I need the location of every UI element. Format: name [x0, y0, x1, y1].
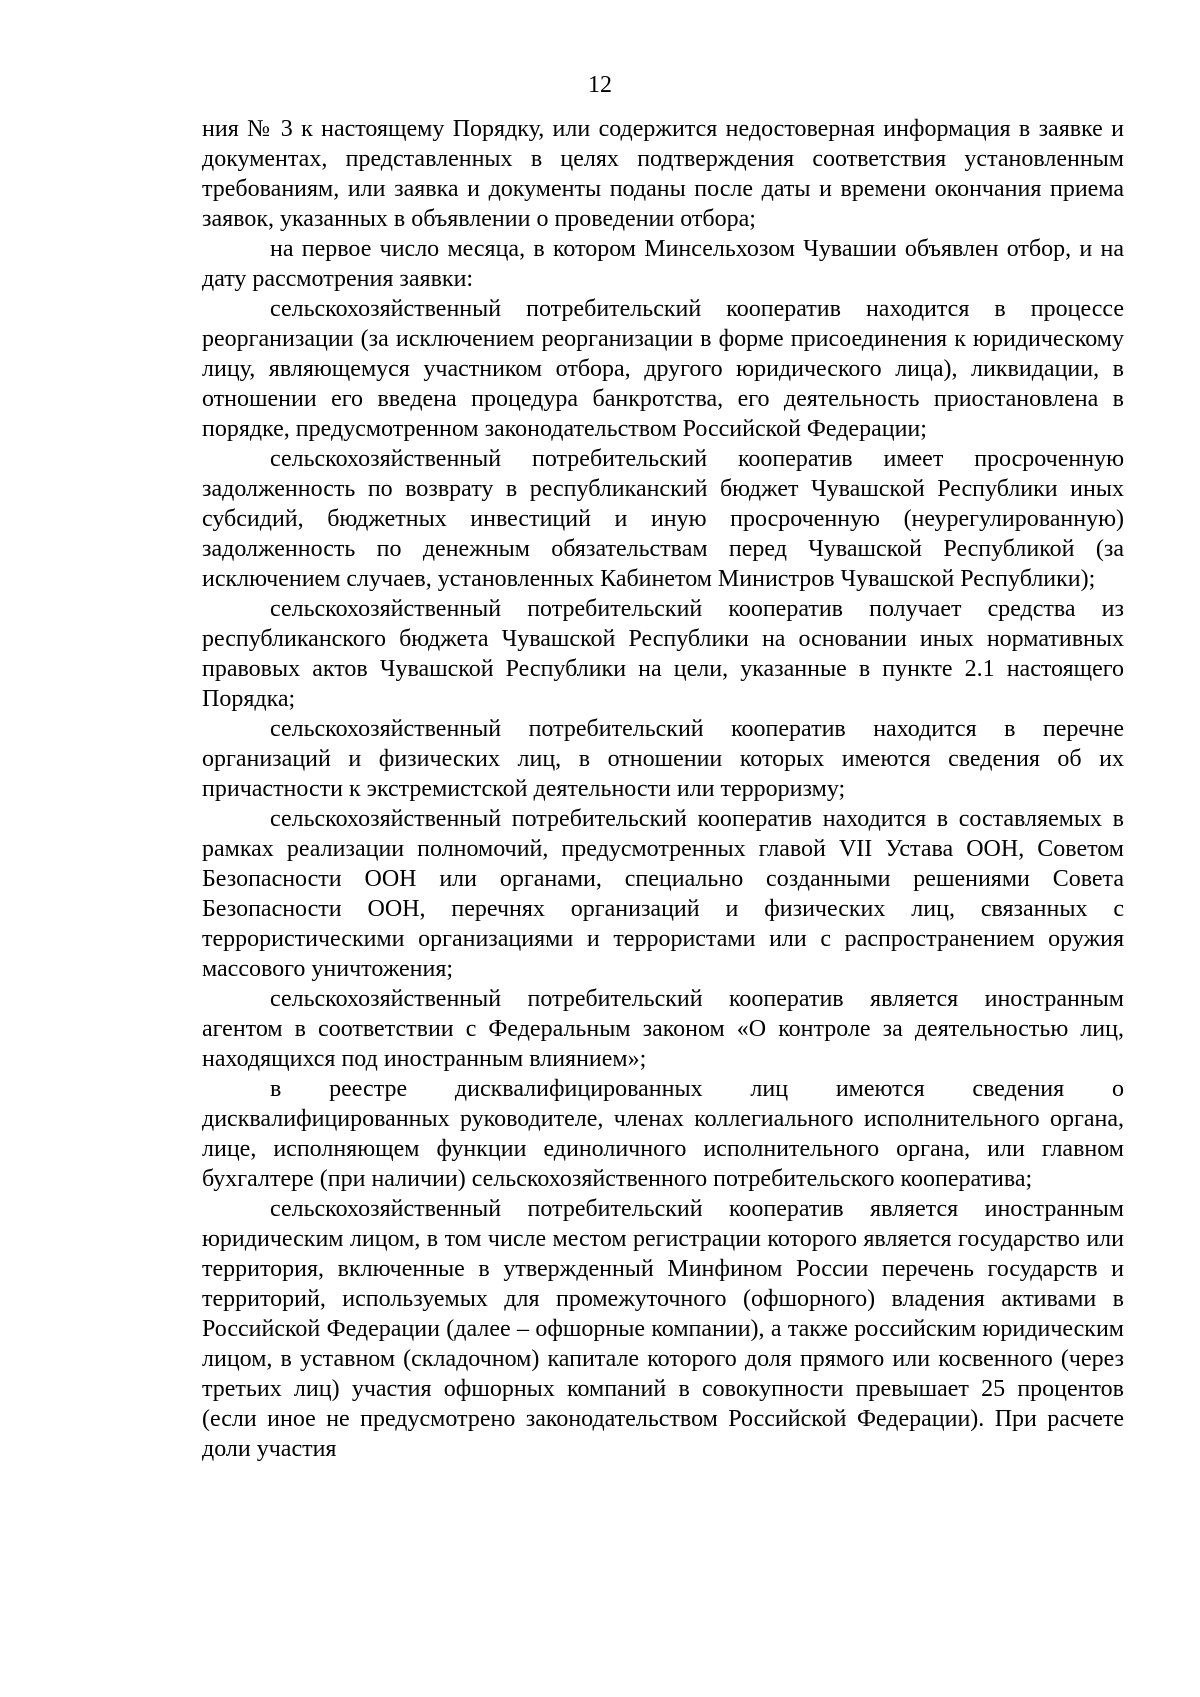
paragraph: сельскохозяйственный потребительский кооператив является иностранным юридическим лицом, в том числе местом регистрации которого является государство или территория, включенные в утвержденный Минфином России перечень государств и территорий, используемых для промежуточного (офшорного) владения активами в Российской Федерации (далее – офшорные компании), а также российским юридическим лицом, в уставном (складочном) капитале которого доля прямого или косвенного (через третьих лиц) участия офшорных компаний в совокупности превышает 25 процентов (если иное не предусмотрено законодательством Российской Федерации). При расчете доли участия: [202, 1196, 1124, 1462]
paragraph: сельскохозяйственный потребительский кооператив находится в перечне организаций и физических лиц, в отношении которых имеются сведения об их причастности к экстремистской деятельности или терроризму;: [202, 716, 1124, 802]
page-number: 12: [588, 72, 612, 98]
paragraph: сельскохозяйственный потребительский кооператив является иностранным агентом в соответствии с Федеральным законом «О контроле за деятельностью лиц, находящихся под иностранным влиянием»;: [202, 986, 1124, 1072]
paragraph: на первое число месяца, в котором Минсельхозом Чувашии объявлен отбор, и на дату рассмотрения заявки:: [202, 236, 1124, 292]
paragraph: сельскохозяйственный потребительский кооператив получает средства из республиканского бюджета Чувашской Республики на основании иных нормативных правовых актов Чувашской Республики на цели, указанные в пункте 2.1 настоящего Порядка;: [202, 596, 1124, 712]
paragraph: сельскохозяйственный потребительский кооператив находится в процессе реорганизации (за исключением реорганизации в форме присоединения к юридическому лицу, являющемуся участником отбора, другого юридического лица), ликвидации, в отношении его введена процедура банкротства, его деятельность приостановлена в порядке, предусмотренном законодательством Российской Федерации;: [202, 296, 1124, 442]
document-body: [202, 114, 1124, 1464]
paragraph: сельскохозяйственный потребительский кооператив имеет просроченную задолженность по возврату в республиканский бюджет Чувашской Республики иных субсидий, бюджетных инвестиций и иную просроченную (неурегулированную) задолженность по денежным обязательствам перед Чувашской Республикой (за исключением случаев, установленных Кабинетом Министров Чувашской Республики);: [202, 446, 1124, 592]
paragraph: ния № 3 к настоящему Порядку, или содержится недостоверная информация в заявке и документах, представленных в целях подтверждения соответствия установленным требованиям, или заявка и документы поданы после даты и времени окончания приема заявок, указанных в объявлении о проведении отбора;: [202, 116, 1124, 232]
paragraph: в реестре дисквалифицированных лиц имеются сведения о дисквалифицированных руководителе, членах коллегиального исполнительного органа, лице, исполняющем функции единоличного исполнительного органа, или главном бухгалтере (при наличии) сельскохозяйственного потребительского кооператива;: [202, 1076, 1124, 1192]
paragraph: сельскохозяйственный потребительский кооператив находится в составляемых в рамках реализации полномочий, предусмотренных главой VII Устава ООН, Советом Безопасности ООН или органами, специально созданными решениями Совета Безопасности ООН, перечнях организаций и физических лиц, связанных с террористическими организациями и террористами или с распространением оружия массового уничтожения;: [202, 806, 1124, 982]
